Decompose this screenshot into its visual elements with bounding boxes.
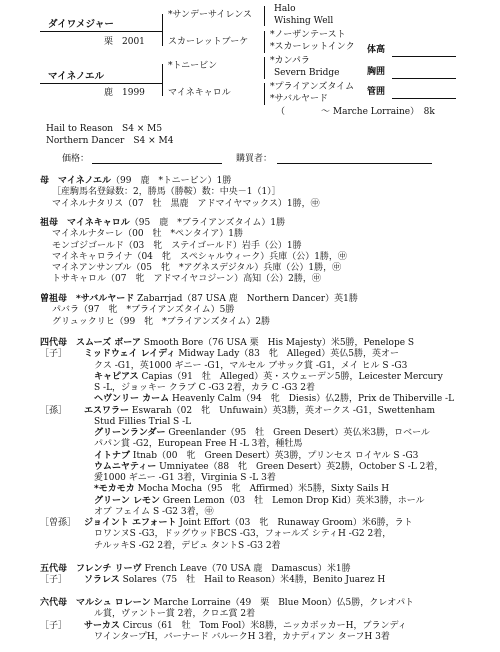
- horse-record: 愛1000 ギニー -G1 3着，Virginia S -L 3着: [94, 473, 276, 483]
- generation-tag: ［孫］: [40, 405, 68, 416]
- list-item: マイネアンサンブル（05 牝 *アグネスデジタル）兵庫（公）1勝，㊥: [52, 263, 342, 273]
- horse-name: ソラレス: [84, 575, 120, 586]
- dam-section: [40, 176, 480, 210]
- generation-tag: ［子］: [40, 620, 68, 631]
- dam-produce-summary: ［産駒馬名登録数：2，勝馬（勝鞍）数：中央－1（1）］: [52, 187, 281, 198]
- gg-7: *プライアンズタイム: [270, 82, 355, 92]
- horse-name: イトナブ: [94, 450, 131, 461]
- fifth-dam-name: フレンチ リーヴ: [76, 564, 142, 574]
- granddam-1: スカーレットブーケ: [168, 37, 249, 47]
- granddam-2: マイネキャロル: [168, 88, 231, 98]
- fourth-dam-name: スムーズ ボーア: [76, 338, 141, 348]
- generation-tag: ［子］: [40, 575, 68, 586]
- dam-underline: [40, 83, 162, 84]
- horse-record: Itnab（00 牝 Green Desert）英3勝，プリンセス ロイヤル S -G3: [132, 450, 419, 461]
- horse-name: *モカモカ: [94, 484, 135, 495]
- generation-tag: ［子］: [40, 349, 68, 360]
- gg-2: Wishing Well: [274, 16, 334, 26]
- horse-record: Joint Effort（03 牝 Runaway Groom）米6勝，ラト: [179, 518, 413, 528]
- third-dam-name: *サバルヤード: [76, 294, 135, 304]
- sire-underline: [40, 31, 162, 32]
- chest-field[interactable]: [392, 78, 456, 79]
- horse-record: オブ フェイム S -G2 3着，㊥: [94, 506, 214, 517]
- cross-2: Northern Dancer S4 × M4: [46, 136, 174, 146]
- horse-record: ロワンヌS -G3，ドッグウッドBCS -G3，フォールズ シティH -G2 2着，: [94, 529, 392, 540]
- third-dam-info: Zabarrjad（87 USA 鹿 Northern Dancer）英1勝: [137, 294, 358, 304]
- grandsire-1: *サンデーサイレンス: [168, 10, 252, 20]
- grandsire-2: *トニービン: [168, 61, 218, 71]
- cannon-field[interactable]: [392, 98, 456, 99]
- dam-section-name: マイネノエル: [58, 176, 112, 186]
- horse-name: グリーン レモン: [94, 495, 160, 506]
- gg-1: Halo: [274, 4, 296, 14]
- horse-record: Umniyatee（88 牝 Green Desert）英2勝，October S -L 2着，: [159, 461, 444, 472]
- horse-record: Capias（91 牡 Alleged）英・スウェーデン5勝，Leicester Mercury: [141, 371, 443, 382]
- horse-name: ウムニヤティー: [94, 461, 157, 472]
- horse-record: Solares（75 牡 Hail to Reason）米4勝，Benito Juarez H: [122, 575, 386, 586]
- horse-record: Circus（61 牡 Tom Fool）米8勝，ニッカボッカーH，ブランディ: [122, 620, 407, 631]
- horse-name: ジョイント エフォート: [84, 518, 177, 528]
- list-item: マイネルナターレ（00 牡 *ペンタイア）1勝: [52, 229, 243, 240]
- gg-3: *ノーザンテースト: [270, 30, 346, 40]
- list-item: マイネキャロライナ（04 牝 スペシャルウィーク）兵庫（公）1勝，㊥: [52, 251, 347, 262]
- fourth-dam-section: [40, 338, 480, 552]
- buyer-field[interactable]: [277, 163, 432, 164]
- granddam-section: [40, 218, 480, 286]
- dam-bracket: [162, 64, 163, 96]
- gg-8: *サバルヤード: [270, 94, 328, 104]
- horse-name: ミッドウェイ レイディ: [84, 349, 176, 360]
- gg-4: *スカーレットインク: [270, 42, 355, 52]
- horse-record: S -L，ジョッキー クラブ C -G3 2着，カラ C -G3 2着: [94, 383, 316, 393]
- dam-section-info: （99 鹿 *トニービン）1勝: [111, 176, 232, 186]
- sixth-dam-section: [40, 598, 480, 643]
- granddam-section-info: （95 鹿 *ブライアンズタイム）1勝: [129, 218, 286, 228]
- horse-name: グリーンランダー: [94, 428, 166, 438]
- horse-name: エスワラー: [84, 405, 130, 416]
- gg-6: Severn Bridge: [274, 68, 340, 78]
- sixth-dam-info: Marche Lorraine（49 栗 Blue Moon）仏5勝，クレオパト: [153, 598, 414, 608]
- price-label: 価格：: [62, 154, 90, 164]
- horse-record: Heavenly Calm（94 牝 Diesis）仏2勝，Prix de Thiberville -L: [172, 394, 455, 405]
- sire-name: ダイワメジャー: [48, 19, 114, 30]
- list-item: グリュックリヒ（99 牝 *ブライアンズタイム）2勝: [52, 316, 271, 327]
- dam-info: 鹿 1999: [104, 88, 145, 98]
- horse-record: チルッキS -G2 2着，デビュ タントS -G3 2着: [94, 540, 281, 551]
- third-dam-section: [40, 294, 480, 328]
- horse-record: Greenlander（95 牡 Green Desert）英仏米3勝，ロベール: [168, 428, 430, 438]
- horse-record: Stud Fillies Trial S -L: [94, 416, 192, 427]
- bracket-g1: [264, 6, 265, 26]
- horse-record: パパン賞 -G2，European Free H -L 3着，種牡馬: [94, 439, 303, 450]
- list-item: パバラ（97 牝 *ブライアンズタイム）5勝: [52, 305, 235, 316]
- fifth-dam-section: [40, 564, 480, 587]
- height-label: 体高: [367, 45, 386, 55]
- sire-bracket: [162, 14, 163, 46]
- horse-record: Green Lemon（03 牡 Lemon Drop Kid）英米3勝，ホール: [162, 495, 425, 506]
- horse-name: キャピアス: [94, 371, 139, 382]
- horse-record: Eswarah（02 牝 Unfuwain）英3勝，英オークス -G1，Swettenham: [131, 405, 436, 416]
- fifth-dam-info: French Leave（70 USA 鹿 Damascus）米1勝: [144, 564, 351, 574]
- granddam-section-name: マイネキャロル: [67, 218, 130, 228]
- section-title: 六代母: [40, 598, 68, 608]
- horse-record: Mocha Mocha（95 牝 Affirmed）米5勝，Sixty Sails H: [137, 484, 390, 495]
- section-title: 祖母: [40, 218, 59, 228]
- horse-record: Midway Lady（83 牝 Alleged）英仏5勝，英オー: [178, 349, 399, 360]
- horse-name: ヘヴンリー カーム: [94, 394, 170, 405]
- gg-5: *カンパラ: [270, 56, 310, 66]
- list-item: モンゴジゴールド（03 牝 ステイゴールド）岩手（公）1勝: [52, 240, 302, 251]
- sire-info: 栗 2001: [104, 37, 145, 47]
- price-field[interactable]: [92, 163, 222, 164]
- list-item: トサキャロル（07 牝 アドマイヤコジーン）高知（公）2勝，㊥: [52, 274, 321, 285]
- section-title: 五代母: [40, 564, 68, 574]
- horse-record: ル賞，ヴァントー賞 2着，クロエ賞 2着: [94, 609, 256, 620]
- dam-produce-line: マイネルナタリス（07 牡 黒鹿 アドマイヤマックス）1勝，㊥: [52, 198, 320, 209]
- bracket-g4: [264, 83, 265, 105]
- section-title: 四代母: [40, 338, 68, 348]
- generation-tag: ［曽孫］: [40, 518, 77, 528]
- horse-name: サーカス: [84, 620, 120, 631]
- pedigree-note: （ 〜 Marche Lorraine） 8k: [276, 107, 435, 117]
- bracket-g2: [264, 31, 265, 53]
- height-field[interactable]: [392, 56, 456, 57]
- horse-record: ワインタープH，バーナード バルークH 3着，カナディアン ターフH 3着: [94, 631, 390, 642]
- section-title: 曽祖母: [40, 294, 68, 304]
- bracket-g3: [264, 57, 265, 79]
- sixth-dam-name: マルシュ ロレーン: [76, 598, 151, 608]
- fourth-dam-info: Smooth Bore（76 USA 栗 His Majesty）米5勝，Penelope S: [143, 338, 415, 348]
- section-title: 母: [40, 176, 50, 186]
- dam-name: マイネノエル: [48, 71, 104, 82]
- cannon-label: 管囲: [367, 87, 386, 97]
- cross-1: Hail to Reason S4 × M5: [46, 124, 163, 134]
- horse-record: クス -G1，英1000 ギニー -G1，マルセル ブサック賞 -G1，メイ ヒル S -G3: [94, 360, 408, 371]
- chest-label: 胸囲: [367, 67, 386, 77]
- buyer-label: 購買者：: [236, 154, 273, 164]
